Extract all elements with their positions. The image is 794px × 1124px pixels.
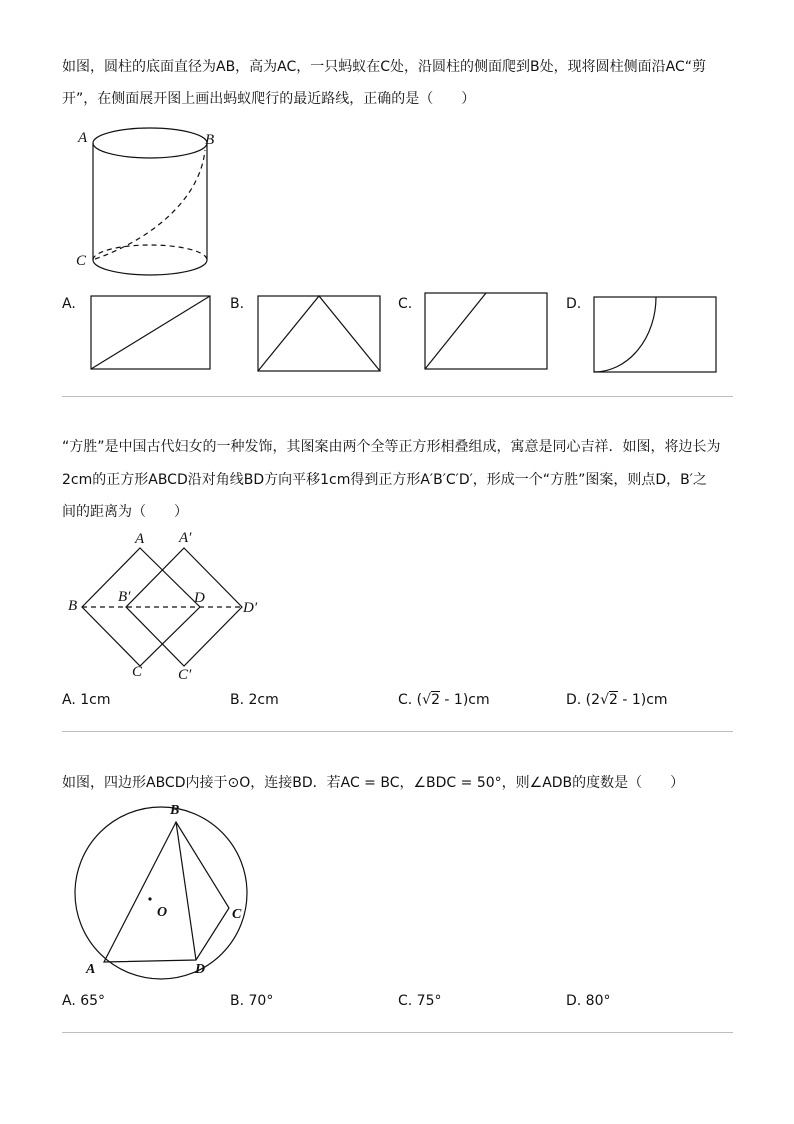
- q3-label-o: O: [157, 905, 168, 920]
- q1-option-b[interactable]: B.: [230, 296, 245, 312]
- q1-label-a: A: [78, 130, 88, 146]
- q2-label-c-prime: C′: [178, 667, 192, 683]
- q2-option-a[interactable]: A. 1cm: [62, 692, 111, 708]
- q2-label-b-prime: B′: [118, 589, 131, 605]
- q2-option-c-prefix: C. (: [398, 692, 423, 708]
- q2-label-d-prime: D′: [243, 600, 258, 616]
- q1-option-c[interactable]: C.: [398, 296, 413, 312]
- q2-option-d-prefix: D. (2: [566, 692, 601, 708]
- q2-option-c-radicand: 2: [431, 692, 440, 708]
- q3-label-d: D: [195, 962, 206, 977]
- divider-3: [62, 1032, 733, 1033]
- q2-label-a: A: [135, 531, 145, 547]
- q2-text-line1: “方胜”是中国古代妇女的一种发饰，其图案由两个全等正方形相叠组成，寓意是同心吉祥．如图，将边长为: [62, 439, 721, 455]
- sqrt-sign-icon: √: [422, 692, 432, 708]
- q3-option-a[interactable]: A. 65°: [62, 993, 106, 1009]
- q2-label-c: C: [132, 664, 143, 680]
- q3-label-c: C: [232, 907, 242, 922]
- q2-text-line2: 2cm的正方形ABCD沿对角线BD方向平移1cm得到正方形A′B′C′D′，形成一个“方胜”图案，则点D，B′之: [62, 472, 707, 488]
- q2-option-d-radicand: 2: [608, 692, 618, 708]
- q2-label-b: B: [68, 598, 78, 614]
- q3-text-line1: 如图，四边形ABCD内接于⊙O，连接BD．若AC = BC，∠BDC = 50°，则∠ADB的度数是（ ）: [62, 775, 685, 791]
- q1-text-line2: 开”，在侧面展开图上画出蚂蚁爬行的最近路线，正确的是（ ）: [62, 91, 476, 107]
- sqrt-sign-icon: √: [600, 692, 609, 708]
- q2-text-line3: 间的距离为（ ）: [62, 504, 188, 520]
- q2-label-d: D: [194, 590, 205, 606]
- q3-label-b: B: [170, 803, 180, 818]
- q1-option-a[interactable]: A.: [62, 296, 76, 312]
- q3-option-d[interactable]: D. 80°: [566, 993, 611, 1009]
- q1-text-line1: 如图，圆柱的底面直径为AB，高为AC，一只蚂蚁在C处，沿圆柱的侧面爬到B处，现将圆柱侧面沿AC“剪: [62, 59, 707, 75]
- q2-option-c-suffix: - 1)cm: [439, 692, 490, 708]
- q2-label-a-prime: A′: [179, 530, 192, 546]
- q2-option-b[interactable]: B. 2cm: [230, 692, 279, 708]
- q3-option-c[interactable]: C. 75°: [398, 993, 442, 1009]
- q2-option-d-suffix: - 1)cm: [617, 692, 668, 708]
- q1-label-b: B: [205, 132, 215, 148]
- q3-label-a: A: [86, 962, 96, 977]
- q1-option-d[interactable]: D.: [566, 296, 582, 312]
- q3-option-b[interactable]: B. 70°: [230, 993, 274, 1009]
- q1-label-c: C: [76, 253, 87, 269]
